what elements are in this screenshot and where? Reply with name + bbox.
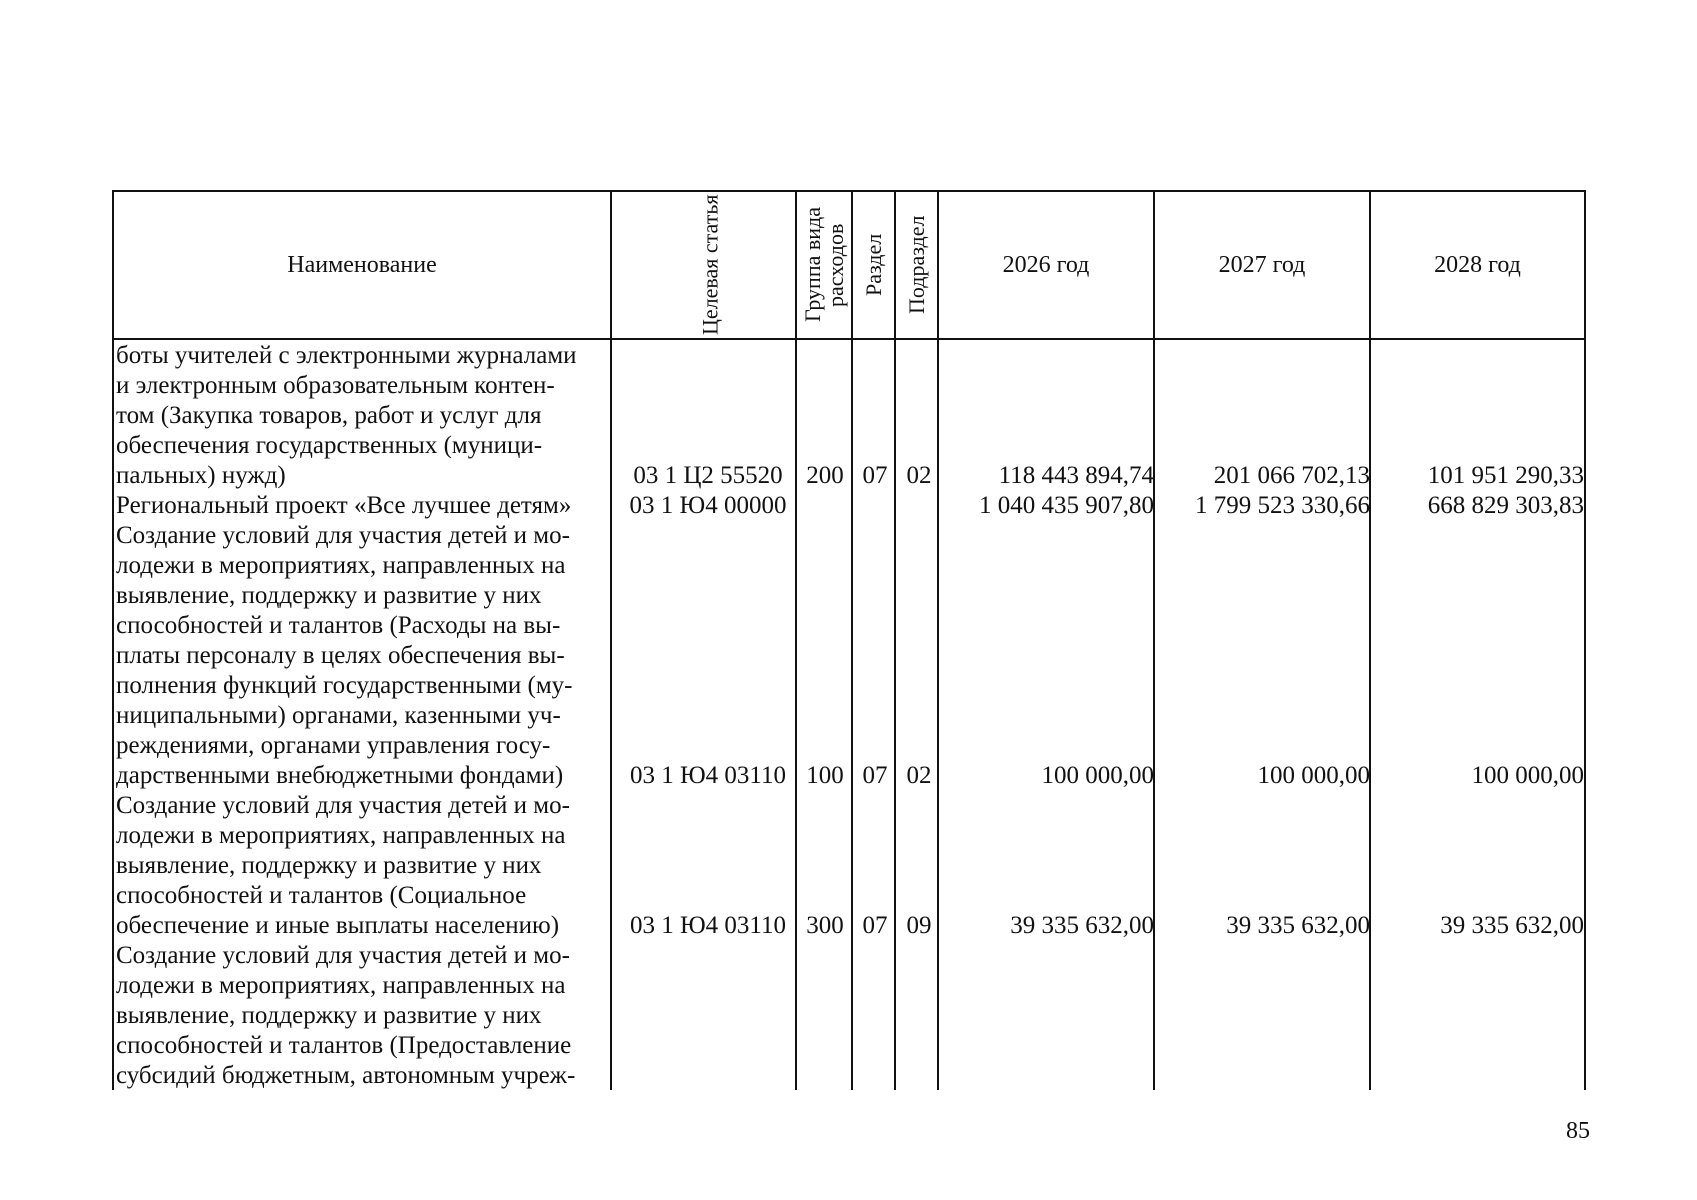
row0-2028: 101 951 290,33 xyxy=(1427,462,1584,489)
row0-section: 07 xyxy=(862,462,888,489)
row4-line: выявление, поддержку и развитие у них xyxy=(116,1002,542,1029)
row3-group: 300 xyxy=(806,912,844,939)
header-name: Наименование xyxy=(287,252,437,278)
row0-group: 200 xyxy=(806,462,844,489)
row0-line: обеспечения государственных (муници- xyxy=(116,432,543,459)
row2-2026: 100 000,00 xyxy=(1041,762,1154,789)
row-name-1 xyxy=(116,491,608,521)
row3-2026: 39 335 632,00 xyxy=(1010,912,1154,939)
row0-line: пальных) нужд) xyxy=(116,462,286,489)
row4-line: субсидий бюджетным, автономным учреж- xyxy=(116,1062,576,1089)
row0-line: и электронным образовательным контен- xyxy=(116,372,555,399)
page-number: 85 xyxy=(1566,1118,1590,1144)
row0-line: том (Закупка товаров, работ и услуг для xyxy=(116,402,542,429)
row3-line: обеспечение и иные выплаты населению) xyxy=(116,912,560,939)
header-subsection: Подраздел xyxy=(904,215,929,315)
row0-2026: 118 443 894,74 xyxy=(998,462,1154,489)
row2-2027: 100 000,00 xyxy=(1257,762,1370,789)
row2-line: дарственными внебюджетными фондами) xyxy=(116,762,564,789)
row-name-2 xyxy=(116,521,608,791)
col-divider-name xyxy=(610,190,612,1090)
row2-section: 07 xyxy=(862,762,888,789)
row1-line: Региональный проект «Все лучшее детям» xyxy=(116,492,572,519)
table-right-border xyxy=(1584,190,1586,1090)
row-name-3 xyxy=(116,791,608,941)
row1-code: 03 1 Ю4 00000 xyxy=(629,492,787,519)
row0-subsection: 02 xyxy=(906,462,932,489)
row4-line: Создание условий для участия детей и мо- xyxy=(116,942,570,969)
row-name-4 xyxy=(116,941,608,1091)
header-bottom-border xyxy=(112,338,1586,340)
row0-code: 03 1 Ц2 55520 xyxy=(633,462,783,489)
row4-line: лодежи в мероприятиях, направленных на xyxy=(116,972,566,999)
row3-2028: 39 335 632,00 xyxy=(1440,912,1584,939)
row3-subsection: 09 xyxy=(906,912,932,939)
header-section: Раздел xyxy=(861,233,886,297)
header-target-article: Целевая статья xyxy=(697,194,723,336)
row2-line: лодежи в мероприятиях, направленных на xyxy=(116,552,566,579)
row2-line: Создание условий для участия детей и мо- xyxy=(116,522,570,549)
row2-line: выявление, поддержку и развитие у них xyxy=(116,582,542,609)
row1-2026: 1 040 435 907,80 xyxy=(979,492,1154,519)
row1-2027: 1 799 523 330,66 xyxy=(1195,492,1370,519)
row0-2027: 201 066 702,13 xyxy=(1213,462,1370,489)
row2-line: реждениями, органами управления госу- xyxy=(116,732,551,759)
row3-line: выявление, поддержку и развитие у них xyxy=(116,852,542,879)
row3-line: Создание условий для участия детей и мо- xyxy=(116,792,570,819)
row1-2028: 668 829 303,83 xyxy=(1427,492,1584,519)
row0-line: боты учителей с электронными журналами xyxy=(116,342,577,369)
header-expense-group: Группа вида расходов xyxy=(800,207,848,323)
row2-line: платы персоналу в целях обеспечения вы- xyxy=(116,642,565,669)
row3-line: лодежи в мероприятиях, направленных на xyxy=(116,822,566,849)
row3-code: 03 1 Ю4 03110 xyxy=(629,912,787,939)
row2-subsection: 02 xyxy=(906,762,932,789)
header-2026: 2026 год xyxy=(1002,252,1090,278)
header-2028: 2028 год xyxy=(1434,252,1521,278)
row3-2027: 39 335 632,00 xyxy=(1226,912,1370,939)
row2-2028: 100 000,00 xyxy=(1471,762,1584,789)
row2-line: способностей и талантов (Расходы на вы- xyxy=(116,612,561,639)
row3-line: способностей и талантов (Социальное xyxy=(116,882,527,909)
row-name-0 xyxy=(116,341,608,491)
row2-line: ниципальными) органами, казенными уч- xyxy=(116,702,561,729)
row3-section: 07 xyxy=(862,912,888,939)
row2-group: 100 xyxy=(806,762,844,789)
row2-code: 03 1 Ю4 03110 xyxy=(629,762,787,789)
row4-line: способностей и талантов (Предоставление xyxy=(116,1032,572,1059)
header-2027: 2027 год xyxy=(1218,252,1306,278)
row2-line: полнения функций государственными (му- xyxy=(116,672,573,699)
